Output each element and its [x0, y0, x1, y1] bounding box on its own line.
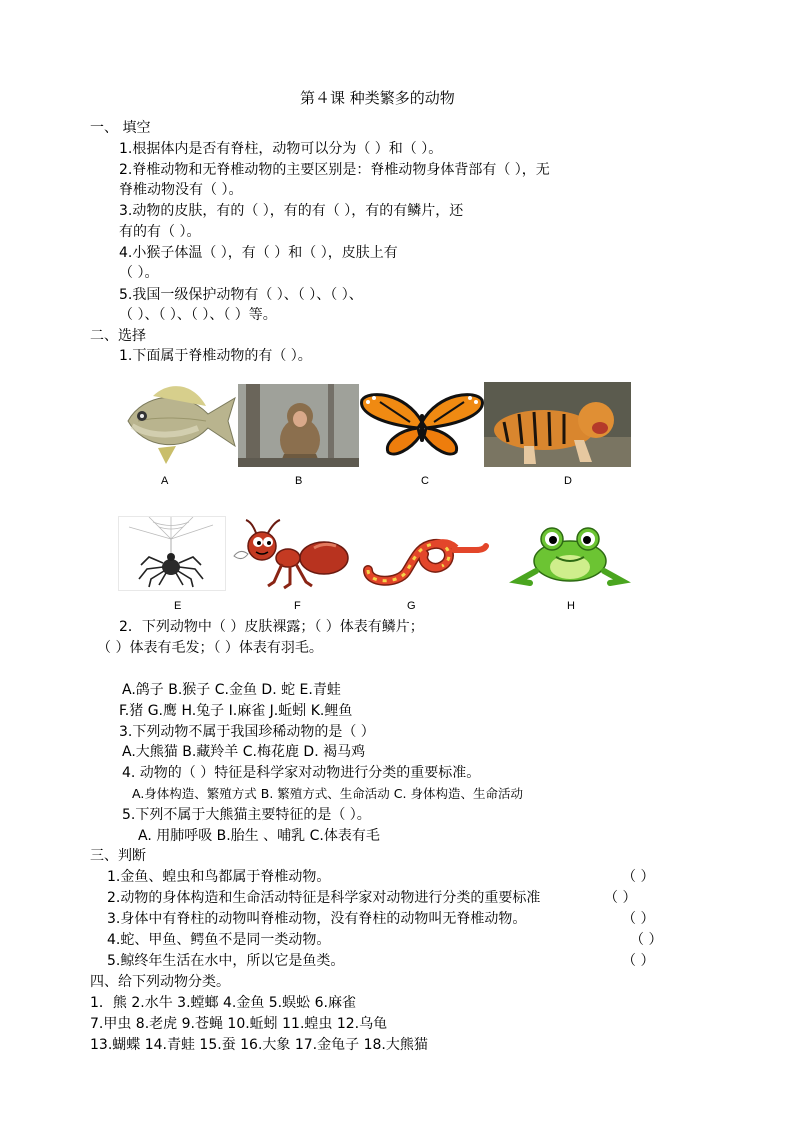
ant-image [228, 516, 352, 590]
page-title: 第４课 种类繁多的动物 [300, 89, 455, 107]
q2-4: 4. 动物的（ ）特征是科学家对动物进行分类的重要标准。 [122, 765, 481, 781]
q2-2-options-1: A.鸽子 B.猴子 C.金鱼 D. 蛇 E.青蛙 [122, 682, 341, 698]
monkey-image [238, 384, 359, 467]
label-f: F [294, 600, 301, 612]
q2-1: 1.下面属于脊椎动物的有（ ）。 [119, 348, 312, 364]
q2-2-options-2: F.猪 G.鹰 H.兔子 I.麻雀 J.蚯蚓 K.鲤鱼 [119, 703, 353, 719]
label-g: G [407, 600, 416, 612]
section-4-heading: 四、给下列动物分类。 [90, 974, 230, 990]
q3-3-answer: （ ） [622, 911, 655, 927]
section-1-heading: 一、 填空 [90, 120, 151, 136]
q2-3-options: A.大熊猫 B.藏羚羊 C.梅花鹿 D. 褐马鸡 [122, 744, 366, 760]
q1-2b: 脊椎动物没有（ ）。 [119, 182, 243, 198]
q3-2: 2.动物的身体构造和生命活动特征是科学家对动物进行分类的重要标准 [107, 890, 541, 906]
q1-3b: 有的有（ ）。 [119, 224, 201, 240]
q2-3: 3.下列动物不属于我国珍稀动物的是（ ） [119, 724, 375, 740]
section-2-heading: 二、选择 [90, 328, 146, 344]
q1-3a: 3.动物的皮肤，有的（ ），有的有（ ），有的有鳞片，还 [119, 203, 464, 219]
q3-4-answer: （ ） [630, 932, 663, 948]
tiger-image [484, 382, 631, 467]
q2-4-options: A.身体构造、繁殖方式 B. 繁殖方式、生命活动 C. 身体构造、生命活动 [132, 786, 523, 801]
q1-5a: 5.我国一级保护动物有（ ）、（ ）、（ ）、 [119, 287, 363, 303]
q2-2b: （ ）体表有毛发；（ ）体表有羽毛。 [97, 640, 323, 656]
label-d: D [564, 475, 572, 487]
q2-5: 5.下列不属于大熊猫主要特征的是（ ）。 [122, 807, 371, 823]
q3-2-answer: （ ） [604, 890, 637, 906]
q3-1: 1.金鱼、蝗虫和鸟都属于脊椎动物。 [107, 869, 331, 885]
q1-5b: （ ）、（ ）、（ ）、（ ）等。 [119, 307, 277, 323]
snake-image [358, 526, 490, 586]
q1-4a: 4.小猴子体温（ ），有（ ）和（ ），皮肤上有 [119, 245, 398, 261]
frog-image [500, 523, 639, 587]
q1-4b: （ ）。 [119, 265, 159, 281]
fish-image [118, 376, 238, 466]
q2-5-options: A. 用肺呼吸 B.胎生 、哺乳 C.体表有毛 [138, 828, 380, 844]
q3-4: 4.蛇、甲鱼、鳄鱼不是同一类动物。 [107, 932, 331, 948]
q3-1-answer: （ ） [622, 869, 655, 885]
section-3-heading: 三、判断 [90, 848, 146, 864]
q3-5-answer: （ ） [622, 953, 655, 969]
label-a: A [161, 475, 169, 487]
butterfly-image [360, 392, 484, 458]
spider-image [118, 516, 226, 591]
label-b: B [295, 475, 303, 487]
q3-3: 3.身体中有脊柱的动物叫脊椎动物，没有脊柱的动物叫无脊椎动物。 [107, 911, 527, 927]
label-e: E [174, 600, 182, 612]
q1-2a: 2.脊椎动物和无脊椎动物的主要区别是：脊椎动物身体背部有（ ），无 [119, 162, 550, 178]
q2-2a: 2．下列动物中（ ）皮肤裸露；（ ）体表有鳞片； [119, 619, 424, 635]
q1-1: 1.根据体内是否有脊柱，动物可以分为（ ）和（ ）。 [119, 141, 443, 157]
q3-5: 5.鲸终年生活在水中，所以它是鱼类。 [107, 953, 345, 969]
label-c: C [421, 475, 429, 487]
animal-list-row-2: 7.甲虫 8.老虎 9.苍蝇 10.蚯蚓 11.蝗虫 12.乌龟 [90, 1016, 388, 1032]
animal-list-row-1: 1．熊 2.水牛 3.螳螂 4.金鱼 5.蜈蚣 6.麻雀 [90, 995, 356, 1011]
animal-list-row-3: 13.蝴蝶 14.青蛙 15.蚕 16.大象 17.金龟子 18.大熊猫 [90, 1037, 428, 1053]
label-h: H [567, 600, 575, 612]
